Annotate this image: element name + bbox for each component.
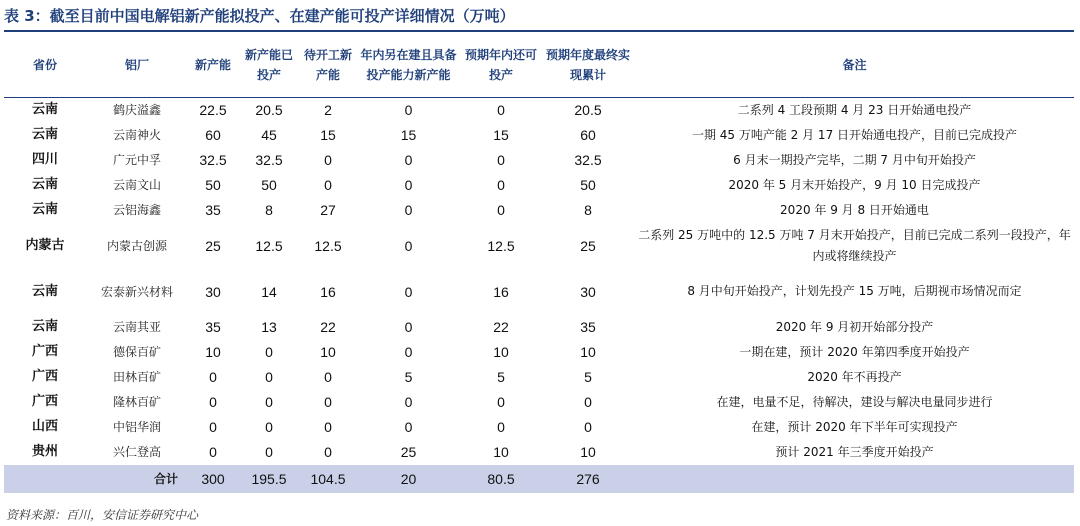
header-pending: 待开工新产能 [303, 47, 352, 82]
cell-remark: 2020 年不再投产 [807, 369, 902, 384]
table-row [4, 365, 1074, 390]
cell-new-capacity: 0 [209, 419, 217, 435]
table-row [4, 315, 1074, 340]
header-remark: 备注 [842, 57, 867, 72]
cell-remark: 一期在建，预计 2020 年第四季度开始投产 [739, 344, 970, 359]
total-row [4, 465, 1074, 493]
cell-expected-total: 0 [584, 419, 592, 435]
cell-province: 云南 [31, 127, 58, 142]
cell-plant: 鹤庆溢鑫 [112, 103, 161, 117]
cell-expected-total: 10 [580, 344, 596, 360]
cell-plant: 宏泰新兴材料 [100, 284, 173, 299]
cell-expected-restore: 0 [497, 177, 505, 193]
cell-remark: 在建，预计 2020 年下半年可实现投产 [751, 419, 958, 434]
table-row [4, 269, 1074, 315]
cell-pending: 15 [320, 127, 336, 143]
cell-plant: 云南神火 [112, 128, 161, 142]
total-label: 合计 [86, 465, 188, 493]
cell-expected-total: 50 [580, 177, 596, 193]
cell-remark: 6 月末一期投产完毕，二期 7 月中旬开始投产 [733, 152, 976, 167]
table-row [4, 123, 1074, 148]
cell-expected-restore: 0 [497, 102, 505, 118]
cell-province: 山西 [31, 419, 58, 434]
cell-remark: 二系列 25 万吨中的 12.5 万吨 7 月末开始投产，目前已完成二系列一段投产，年内或将继续投产 [638, 227, 1071, 263]
cell-pending: 0 [324, 177, 332, 193]
table-row [4, 148, 1074, 173]
cell-expected-restore: 0 [497, 419, 505, 435]
cell-in-construction: 0 [404, 237, 413, 254]
cell-province: 四川 [31, 152, 58, 167]
table-header [4, 33, 1074, 97]
cell-in-construction: 0 [404, 319, 413, 335]
cell-province: 广西 [31, 369, 58, 384]
cell-new-in-production: 20.5 [255, 102, 283, 118]
header-expected-restore: 预期年内还可投产 [464, 47, 537, 82]
table-title: 表 3：截至目前中国电解铝新产能拟投产、在建产能可投产详细情况（万吨） [4, 7, 515, 25]
cell-province: 内蒙古 [25, 237, 65, 253]
cell-new-capacity: 35 [205, 319, 221, 335]
cell-in-construction: 0 [404, 177, 413, 193]
cell-in-construction: 25 [400, 444, 417, 460]
cell-new-in-production: 50 [261, 177, 277, 193]
header-in-construction: 年内另在建且具备投产能力新产能 [360, 47, 457, 82]
cell-plant: 中铝华润 [112, 420, 161, 434]
cell-pending: 0 [324, 152, 332, 168]
cell-remark: 2020 年 5 月末开始投产，9 月 10 日完成投产 [728, 177, 981, 192]
cell-expected-total: 35 [580, 319, 596, 335]
cell-in-construction: 0 [404, 202, 413, 218]
table-row [4, 415, 1074, 440]
cell-new-capacity: 32.5 [199, 152, 227, 168]
cell-expected-restore: 5 [497, 369, 505, 385]
cell-in-construction: 0 [404, 419, 413, 435]
cell-expected-restore: 15 [493, 127, 509, 143]
table-row [4, 198, 1074, 223]
cell-remark: 在建，电量不足，待解决，建设与解决电量同步进行 [716, 394, 993, 409]
cell-expected-restore: 16 [493, 283, 509, 300]
source-note: 资料来源：百川，安信证券研究中心 [6, 508, 199, 522]
cell-plant: 云铝海鑫 [112, 203, 161, 217]
cell-new-capacity: 0 [209, 394, 217, 410]
cell-expected-total: 25 [580, 237, 596, 254]
total-expected-restore: 80.5 [461, 465, 541, 493]
cell-plant: 广元中孚 [112, 153, 161, 167]
header-new-capacity: 新产能 [194, 57, 231, 72]
cell-new-capacity: 60 [205, 127, 221, 143]
cell-plant: 云南文山 [112, 178, 161, 192]
cell-expected-total: 32.5 [574, 152, 602, 168]
cell-in-construction: 0 [404, 394, 413, 410]
cell-in-construction: 0 [404, 152, 413, 168]
table-row [4, 390, 1074, 415]
cell-in-construction: 0 [404, 344, 413, 360]
cell-province: 云南 [31, 283, 58, 299]
cell-expected-total: 20.5 [574, 102, 602, 118]
cell-plant: 隆林百矿 [112, 395, 161, 409]
cell-pending: 0 [324, 369, 332, 385]
cell-pending: 0 [324, 394, 332, 410]
cell-new-capacity: 22.5 [199, 102, 227, 118]
cell-expected-total: 0 [584, 394, 592, 410]
cell-new-capacity: 25 [205, 237, 221, 254]
total-new-capacity: 300 [188, 465, 238, 493]
cell-expected-total: 8 [584, 202, 592, 218]
cell-province: 云南 [31, 202, 58, 217]
cell-remark: 预计 2021 年三季度开始投产 [775, 444, 934, 459]
cell-pending: 0 [324, 444, 332, 460]
total-remark [635, 465, 1074, 493]
header-new-in-production: 新产能已投产 [244, 47, 293, 82]
cell-remark: 一期 45 万吨产能 2 月 17 日开始通电投产，目前已完成投产 [691, 127, 1018, 142]
cell-remark: 2020 年 9 月 8 日开始通电 [780, 202, 929, 217]
table-row [4, 173, 1074, 198]
cell-expected-total: 30 [580, 283, 596, 300]
table-row [4, 340, 1074, 365]
cell-expected-restore: 10 [493, 444, 509, 460]
total-spacer [4, 465, 86, 493]
cell-pending: 16 [320, 283, 336, 300]
table-row [4, 223, 1074, 269]
cell-new-in-production: 14 [261, 283, 277, 300]
header-expected-total: 预期年度最终实现累计 [545, 47, 630, 82]
cell-remark: 二系列 4 工段预期 4 月 23 日开始通电投产 [737, 102, 972, 117]
cell-pending: 22 [320, 319, 336, 335]
cell-new-capacity: 0 [209, 369, 217, 385]
header-province: 省份 [32, 57, 57, 72]
cell-new-capacity: 35 [205, 202, 221, 218]
table-row [4, 440, 1074, 465]
cell-in-construction: 15 [400, 127, 417, 143]
title-rule [4, 30, 1074, 32]
cell-in-construction: 0 [404, 283, 413, 300]
cell-remark: 2020 年 9 月初开始部分投产 [775, 319, 934, 334]
cell-pending: 27 [320, 202, 336, 218]
cell-province: 广西 [31, 344, 58, 359]
table-row [4, 97, 1074, 123]
cell-expected-total: 10 [580, 444, 596, 460]
cell-pending: 0 [324, 419, 332, 435]
cell-plant: 兴仁登高 [112, 445, 161, 459]
cell-new-capacity: 50 [205, 177, 221, 193]
cell-new-in-production: 0 [265, 394, 273, 410]
table-body [4, 97, 1074, 493]
total-new-in-production: 195.5 [238, 465, 300, 493]
cell-province: 云南 [31, 102, 58, 117]
cell-new-in-production: 0 [265, 369, 273, 385]
cell-expected-restore: 0 [497, 152, 505, 168]
cell-expected-restore: 12.5 [487, 237, 515, 254]
cell-new-in-production: 0 [265, 444, 273, 460]
total-pending: 104.5 [300, 465, 356, 493]
cell-province: 云南 [31, 319, 58, 334]
cell-plant: 田林百矿 [112, 370, 161, 384]
cell-new-in-production: 0 [265, 419, 273, 435]
cell-province: 云南 [31, 177, 58, 192]
cell-pending: 12.5 [314, 237, 342, 254]
cell-expected-restore: 10 [493, 344, 509, 360]
cell-plant: 云南其亚 [112, 320, 161, 334]
cell-expected-total: 5 [584, 369, 592, 385]
cell-plant: 内蒙古创源 [106, 238, 167, 253]
total-expected-total: 276 [541, 465, 635, 493]
cell-new-in-production: 0 [265, 344, 273, 360]
cell-province: 广西 [31, 394, 58, 409]
cell-pending: 10 [320, 344, 336, 360]
cell-new-capacity: 10 [205, 344, 221, 360]
capacity-table [4, 33, 1074, 493]
cell-new-capacity: 0 [209, 444, 217, 460]
cell-in-construction: 0 [404, 102, 413, 118]
total-in-construction: 20 [356, 465, 461, 493]
cell-remark: 8 月中旬开始投产，计划先投产 15 万吨，后期视市场情况而定 [687, 284, 1022, 298]
cell-expected-total: 60 [580, 127, 596, 143]
header-plant: 铝厂 [124, 57, 149, 72]
cell-province: 贵州 [31, 444, 58, 459]
cell-new-in-production: 8 [265, 202, 273, 218]
cell-plant: 德保百矿 [112, 345, 161, 359]
cell-new-in-production: 13 [261, 319, 277, 335]
cell-new-capacity: 30 [205, 283, 221, 300]
cell-pending: 2 [324, 102, 332, 118]
cell-new-in-production: 32.5 [255, 152, 283, 168]
cell-expected-restore: 0 [497, 394, 505, 410]
cell-expected-restore: 0 [497, 202, 505, 218]
cell-new-in-production: 45 [261, 127, 277, 143]
cell-in-construction: 5 [404, 369, 413, 385]
cell-new-in-production: 12.5 [255, 237, 283, 254]
cell-expected-restore: 22 [493, 319, 509, 335]
